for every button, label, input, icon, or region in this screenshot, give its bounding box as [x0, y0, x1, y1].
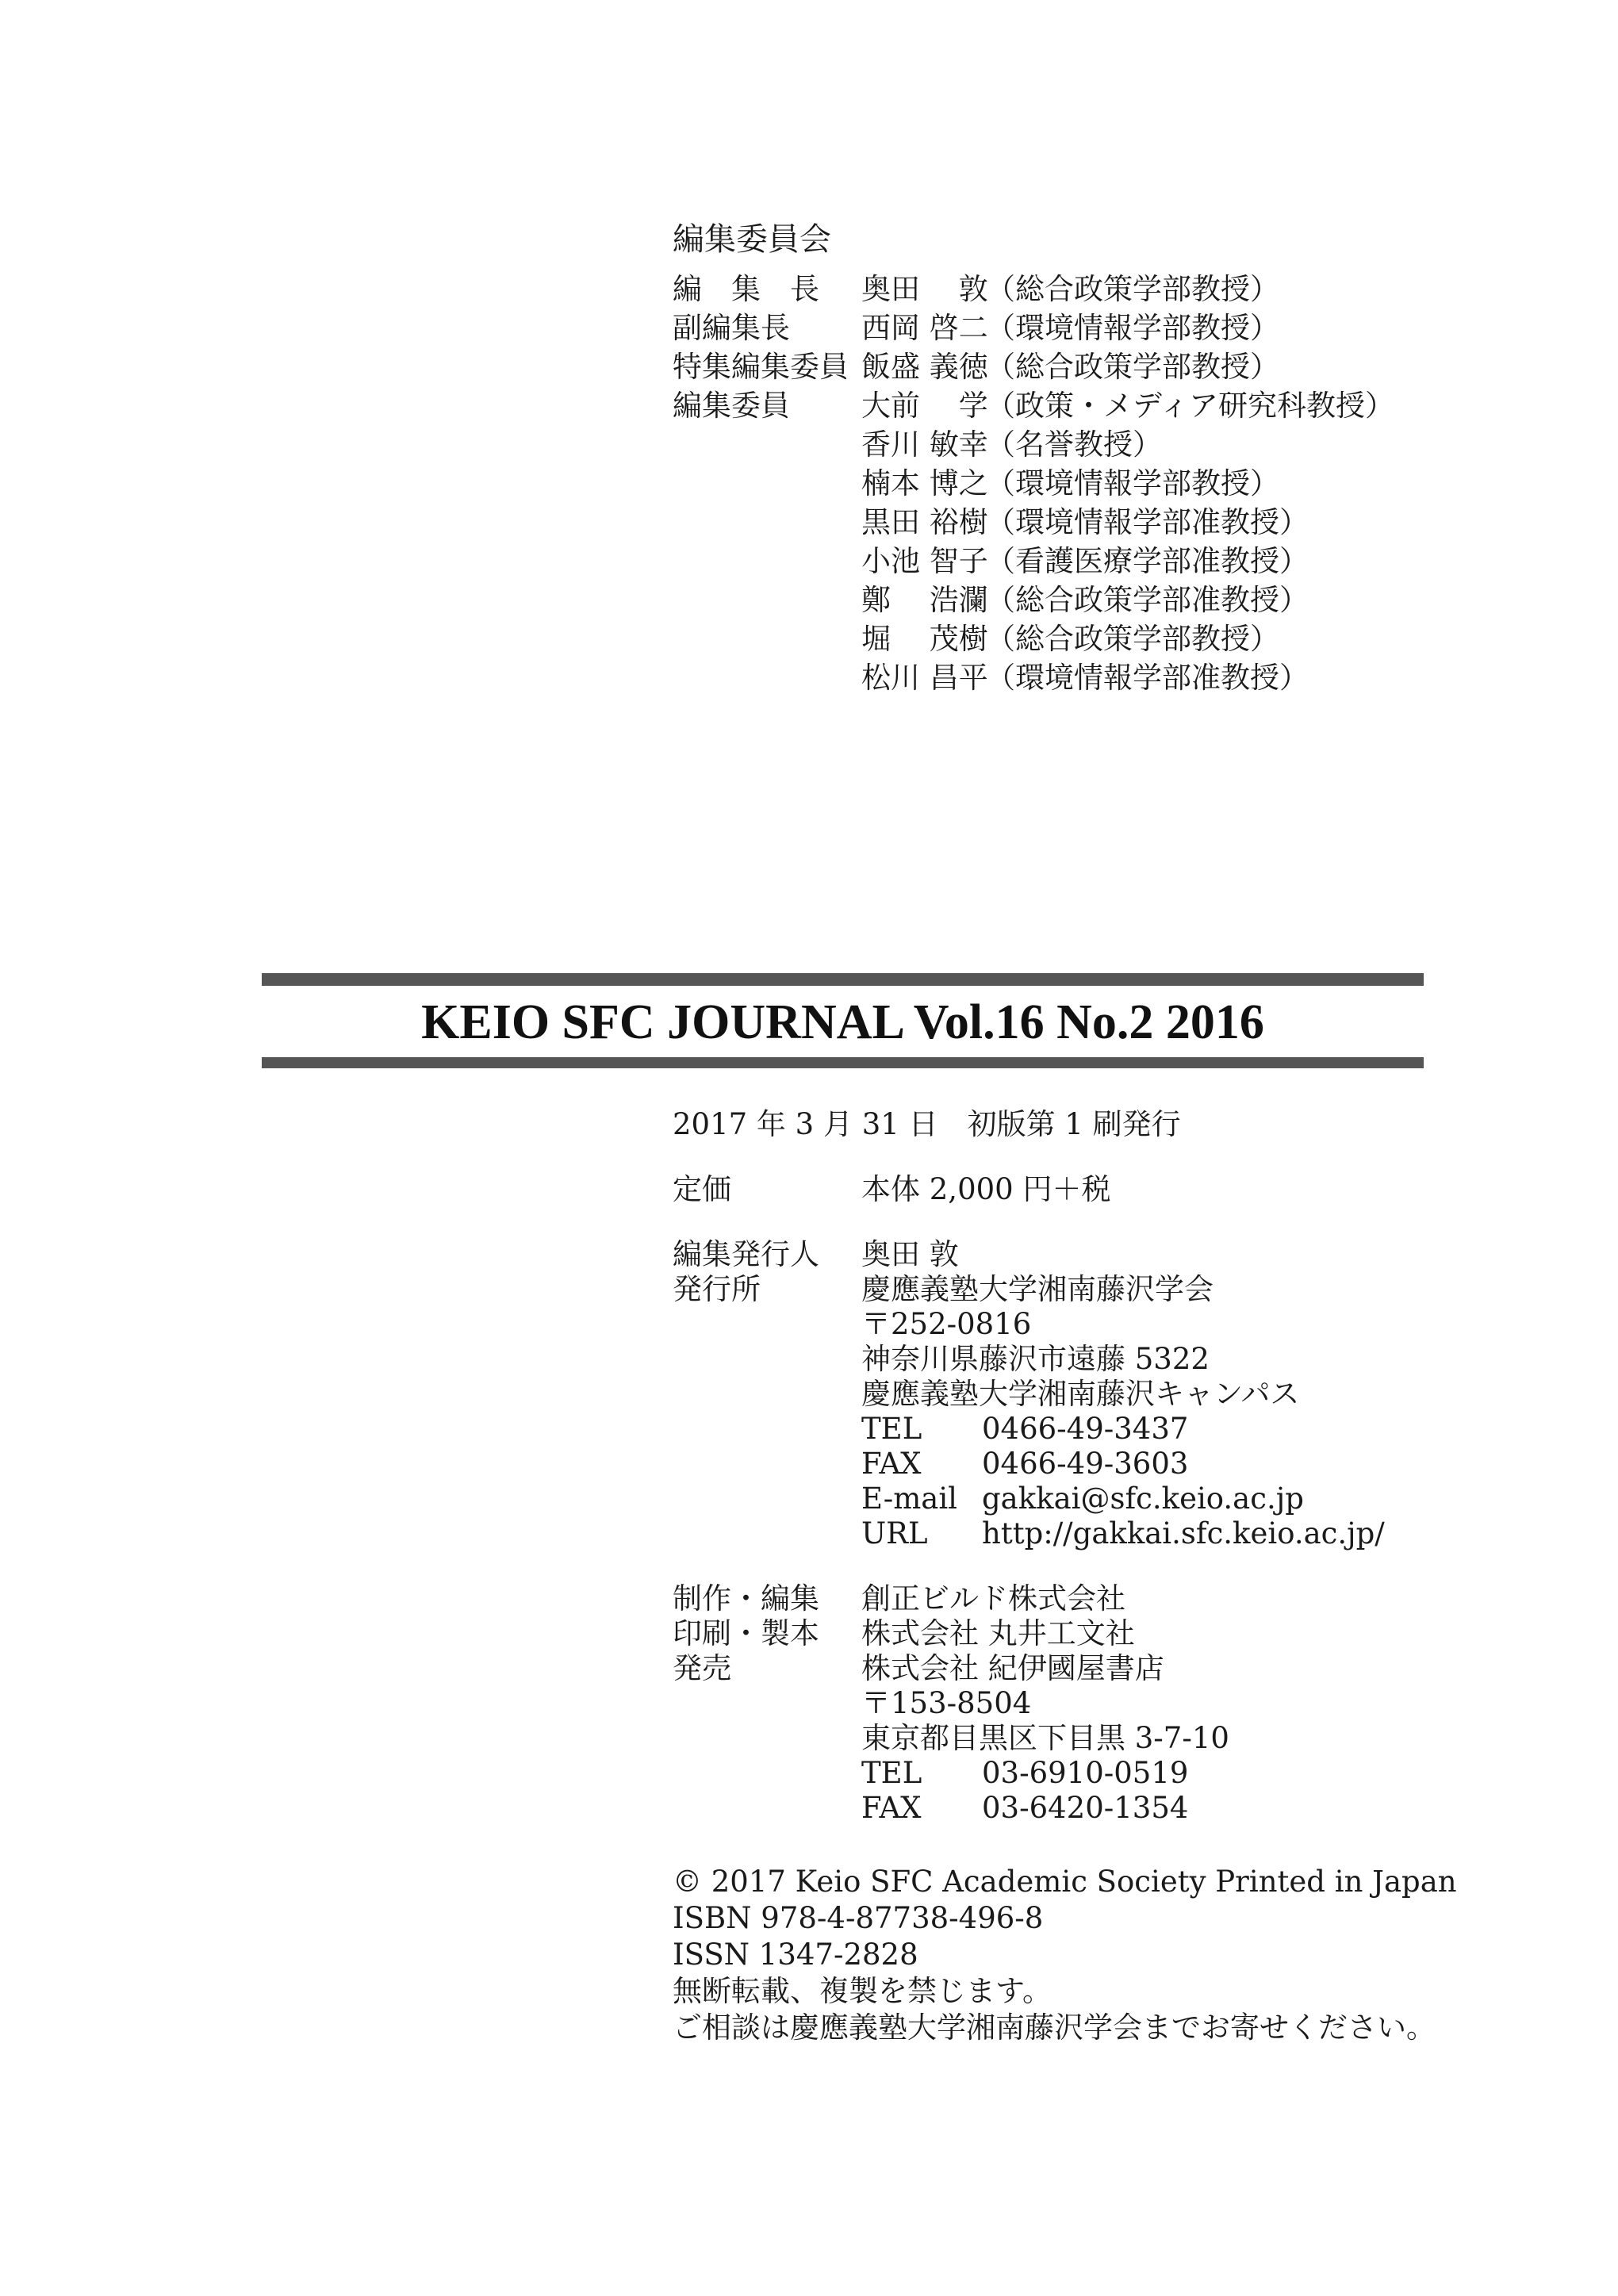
production-label: 制作・編集 [673, 1581, 819, 1616]
member-name: 大前 学 [861, 389, 988, 423]
sales-tel: 03-6910-0519 [982, 1756, 1189, 1790]
publisher-url: http://gakkai.sfc.keio.ac.jp/ [982, 1516, 1385, 1550]
issue-date: 2017 年 3 月 31 日 初版第 1 刷発行 [673, 1107, 1181, 1141]
publisher-postal: 〒252-0816 [861, 1307, 1032, 1341]
editor-publisher-row [673, 1237, 1545, 1272]
journal-title: KEIO SFC JOURNAL Vol.16 No.2 2016 [421, 995, 1264, 1049]
publisher-address-row [673, 1342, 1545, 1377]
publisher-url-label: URL [861, 1516, 928, 1550]
sales-tel-label: TEL [861, 1756, 922, 1790]
title-rule-bottom [262, 1057, 1424, 1068]
member-affiliation: （名誉教授） [986, 427, 1162, 462]
sales-tel-row [673, 1756, 1545, 1791]
publisher-address: 神奈川県藤沢市遠藤 5322 [861, 1342, 1210, 1376]
member-name: 松川 昌平 [861, 661, 988, 695]
sales-postal: 〒153-8504 [861, 1686, 1032, 1720]
member-role: 編 集 長 [673, 272, 819, 306]
publisher-email-label: E-mail [861, 1481, 958, 1516]
member-name: 鄭 浩瀾 [861, 583, 988, 617]
committee-member-row [673, 309, 1466, 347]
committee-list [673, 270, 1466, 697]
committee-member-row [673, 347, 1466, 386]
inquiry-notice: ご相談は慶應義塾大学湘南藤沢学会までお寄せください。 [673, 2010, 1436, 2045]
sales-fax-row [673, 1791, 1545, 1826]
reproduction-notice: 無断転載、複製を禁じます。 [673, 1974, 1052, 2008]
member-affiliation: （総合政策学部教授） [986, 622, 1279, 656]
editorial-committee [673, 216, 1466, 697]
member-role: 編集委員 [673, 389, 790, 423]
member-name: 堀 茂樹 [861, 622, 988, 656]
member-name: 小池 智子 [861, 544, 988, 578]
member-affiliation: （総合政策学部教授） [986, 272, 1279, 306]
production-value: 創正ビルド株式会社 [861, 1581, 1125, 1616]
committee-member-row [673, 503, 1466, 542]
member-name: 香川 敏幸 [861, 427, 988, 462]
member-role: 副編集長 [673, 311, 790, 345]
member-affiliation: （環境情報学部准教授） [986, 505, 1309, 539]
member-name: 飯盛 義徳 [861, 350, 988, 384]
publisher-row [673, 1272, 1545, 1307]
sales-row [673, 1651, 1545, 1686]
publisher-postal-row [673, 1307, 1545, 1342]
committee-member-row [673, 464, 1466, 503]
member-affiliation: （政策・メディア研究科教授） [986, 389, 1395, 423]
sales-fax: 03-6420-1354 [982, 1791, 1189, 1825]
sales-postal-row [673, 1686, 1545, 1721]
publisher-fax: 0466-49-3603 [982, 1447, 1189, 1481]
member-affiliation: （環境情報学部教授） [986, 466, 1279, 500]
committee-member-row [673, 619, 1466, 658]
sales-name: 株式会社 紀伊國屋書店 [861, 1651, 1164, 1685]
committee-member-row [673, 658, 1466, 697]
price-row [673, 1172, 1545, 1207]
publisher-campus: 慶應義塾大学湘南藤沢キャンパス [861, 1377, 1300, 1411]
member-affiliation: （総合政策学部准教授） [986, 583, 1309, 617]
member-affiliation: （総合政策学部教授） [986, 350, 1279, 384]
publisher-fax-label: FAX [861, 1447, 922, 1481]
committee-heading: 編集委員会 [673, 221, 831, 258]
publisher-email: gakkai@sfc.keio.ac.jp [982, 1481, 1304, 1516]
member-role: 特集編集委員 [673, 350, 849, 384]
editor-publisher-label: 編集発行人 [673, 1237, 819, 1271]
member-name: 楠本 博之 [861, 466, 988, 500]
publisher-label: 発行所 [673, 1272, 761, 1306]
sales-address-row [673, 1721, 1545, 1756]
publisher-tel-label: TEL [861, 1412, 922, 1446]
sales-fax-label: FAX [861, 1791, 922, 1825]
copyright-line: © 2017 Keio SFC Academic Society Printed in Japan [673, 1865, 1457, 1899]
price-label: 定価 [673, 1172, 731, 1206]
committee-member-row [673, 542, 1466, 581]
member-name: 西岡 啓二 [861, 311, 988, 345]
publisher-email-row [673, 1481, 1545, 1516]
price-value: 本体 2,000 円＋税 [861, 1172, 1111, 1206]
sales-address: 東京都目黒区下目黒 3-7-10 [861, 1721, 1229, 1755]
committee-member-row [673, 386, 1466, 425]
issn: ISSN 1347-2828 [673, 1938, 918, 1972]
printing-label: 印刷・製本 [673, 1616, 819, 1650]
publisher-fax-row [673, 1447, 1545, 1481]
production-row [673, 1581, 1545, 1616]
publisher-tel-row [673, 1412, 1545, 1447]
committee-member-row [673, 425, 1466, 464]
printing-row [673, 1616, 1545, 1651]
member-affiliation: （看護医療学部准教授） [986, 544, 1309, 578]
publisher-tel: 0466-49-3437 [982, 1412, 1189, 1446]
sales-label: 発売 [673, 1651, 731, 1685]
publisher-name: 慶應義塾大学湘南藤沢学会 [861, 1272, 1214, 1306]
publisher-campus-row [673, 1377, 1545, 1412]
member-affiliation: （環境情報学部教授） [986, 311, 1279, 345]
editor-publisher-value: 奥田 敦 [861, 1237, 959, 1271]
member-name: 黒田 裕樹 [861, 505, 988, 539]
member-affiliation: （環境情報学部准教授） [986, 661, 1309, 695]
publisher-url-row [673, 1516, 1545, 1551]
colophon [673, 1107, 1545, 1826]
printing-value: 株式会社 丸井工文社 [861, 1616, 1135, 1650]
committee-member-row [673, 270, 1466, 309]
copyright-footer [673, 1864, 1457, 2046]
committee-member-row [673, 581, 1466, 619]
member-name: 奥田 敦 [861, 272, 988, 306]
title-rule-top [262, 973, 1424, 986]
isbn: ISBN 978-4-87738-496-8 [673, 1901, 1044, 1935]
issue-date-row [673, 1107, 1545, 1142]
